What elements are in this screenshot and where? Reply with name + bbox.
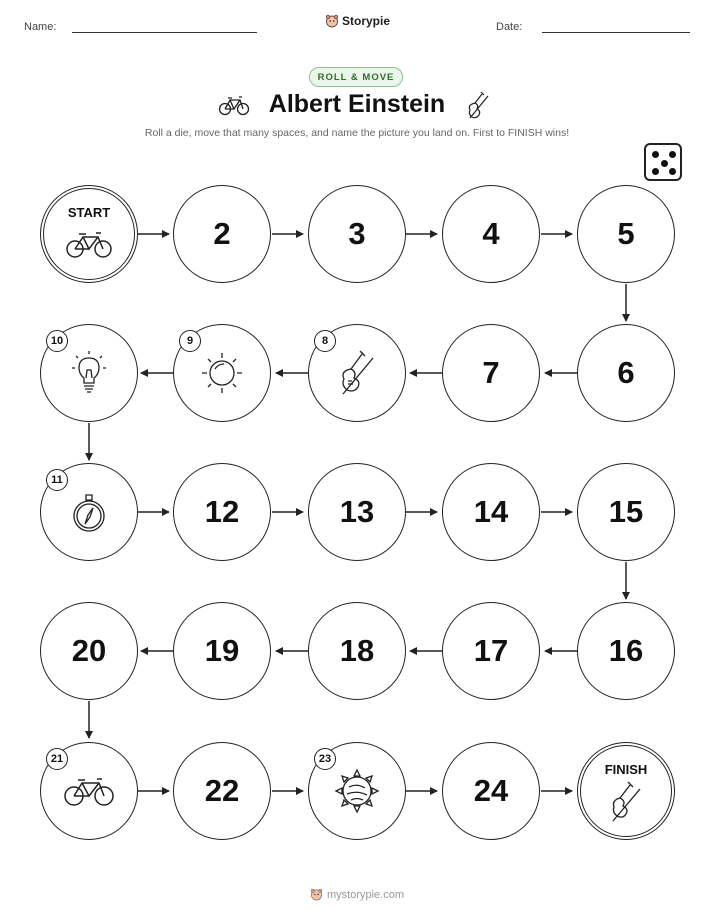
space-number: 4 — [482, 216, 500, 251]
space-number: 13 — [339, 494, 375, 529]
space-18[interactable] — [308, 602, 406, 700]
space-9[interactable] — [173, 324, 271, 422]
space-24[interactable] — [442, 742, 540, 840]
space-number: 3 — [348, 216, 366, 251]
space-17[interactable] — [442, 602, 540, 700]
space-number: 6 — [617, 355, 635, 390]
space-number: 15 — [608, 494, 644, 529]
date-label: Date: — [496, 21, 523, 33]
sun-icon — [198, 349, 246, 397]
space-number-badge: 11 — [46, 469, 68, 491]
space-start[interactable] — [40, 185, 138, 283]
space-11[interactable] — [40, 463, 138, 561]
footer — [0, 888, 714, 901]
space-number: 22 — [204, 773, 240, 808]
space-19[interactable] — [173, 602, 271, 700]
finish-label: FINISH — [604, 762, 648, 777]
violin-icon — [608, 780, 644, 824]
bicycle-icon — [64, 228, 114, 260]
instructions: Roll a die, move that many spaces, and name the picture you land on. First to FINISH wins! — [144, 127, 570, 139]
game-type-badge: ROLL & MOVE — [309, 67, 403, 87]
mascot-icon — [310, 888, 323, 901]
space-16[interactable] — [577, 602, 675, 700]
space-number: 14 — [473, 494, 509, 529]
space-4[interactable] — [442, 185, 540, 283]
space-23[interactable] — [308, 742, 406, 840]
violin-icon — [337, 348, 377, 398]
footer-site[interactable]: mystorypie.com — [326, 888, 405, 901]
space-2[interactable] — [173, 185, 271, 283]
space-3[interactable] — [308, 185, 406, 283]
space-20[interactable] — [40, 602, 138, 700]
space-8[interactable] — [308, 324, 406, 422]
space-number-badge: 10 — [46, 330, 68, 352]
space-13[interactable] — [308, 463, 406, 561]
lightbulb-icon — [72, 350, 106, 396]
space-21[interactable] — [40, 742, 138, 840]
space-10[interactable] — [40, 324, 138, 422]
space-number: 5 — [617, 216, 635, 251]
space-7[interactable] — [442, 324, 540, 422]
space-14[interactable] — [442, 463, 540, 561]
space-5[interactable] — [577, 185, 675, 283]
space-number-badge: 8 — [314, 330, 336, 352]
brand-name: Storypie — [342, 14, 391, 28]
space-15[interactable] — [577, 463, 675, 561]
space-number: 24 — [473, 773, 509, 808]
space-12[interactable] — [173, 463, 271, 561]
space-number-badge: 21 — [46, 748, 68, 770]
space-number-badge: 23 — [314, 748, 336, 770]
space-6[interactable] — [577, 324, 675, 422]
bicycle-icon — [62, 774, 116, 808]
space-number: 20 — [71, 633, 107, 668]
space-number: 7 — [482, 355, 500, 390]
name-label: Name: — [24, 21, 57, 33]
sun-gear-icon — [332, 766, 382, 816]
space-finish[interactable] — [577, 742, 675, 840]
space-number: 18 — [339, 633, 375, 668]
space-number: 19 — [204, 633, 240, 668]
page-title: Albert Einstein — [268, 90, 446, 118]
space-number-badge: 9 — [179, 330, 201, 352]
space-number: 17 — [473, 633, 509, 668]
space-number: 16 — [608, 633, 644, 668]
space-number: 12 — [204, 494, 240, 529]
space-number: 2 — [213, 216, 231, 251]
space-22[interactable] — [173, 742, 271, 840]
start-label: START — [67, 205, 111, 220]
compass-icon — [69, 489, 109, 535]
